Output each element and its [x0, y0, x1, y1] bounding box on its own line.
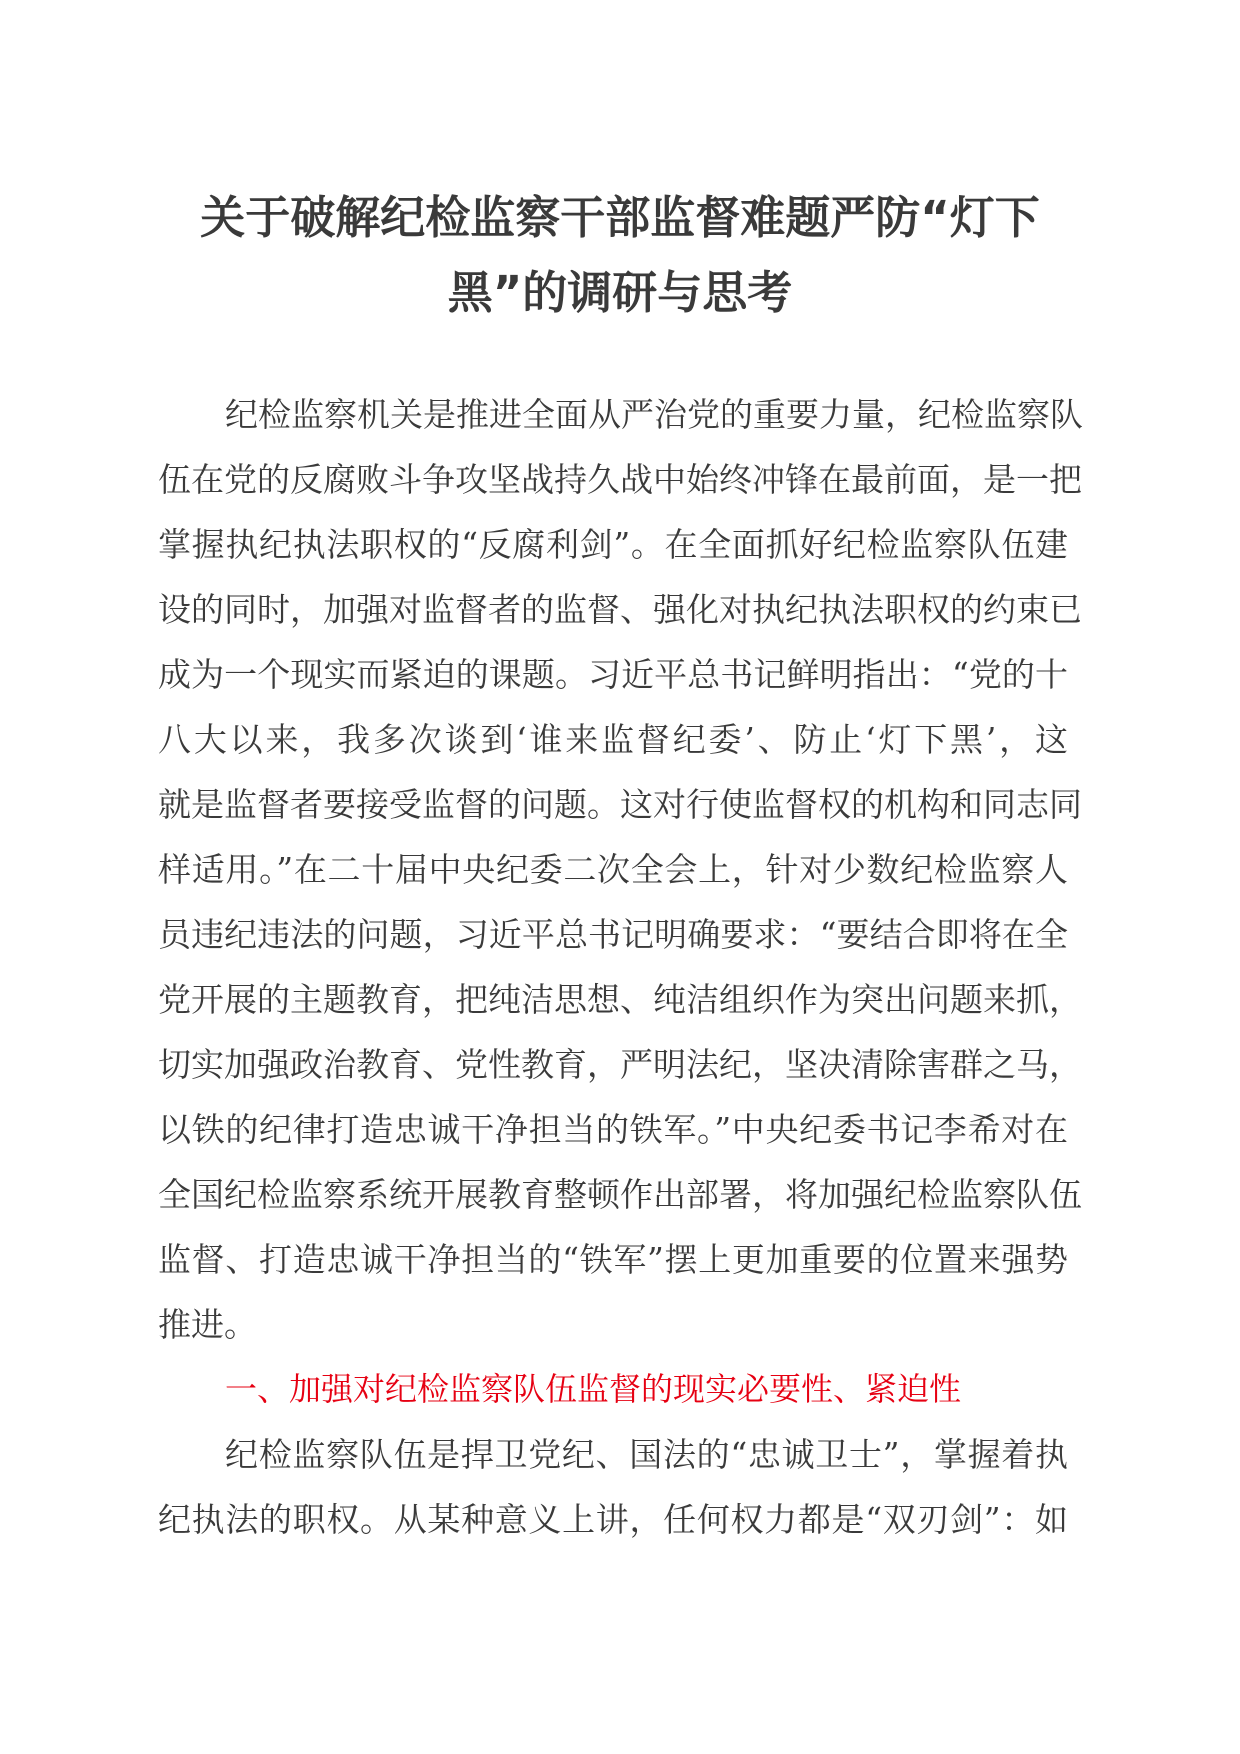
document-body — [158, 382, 1083, 1552]
paragraph-1-line: 监督、打造忠诚干净担当的“铁军”摆上更加重要的位置来强势 — [158, 1240, 1068, 1279]
paragraph-1-line: 八大以来，我多次谈到‘谁来监督纪委’、防止‘灯下黑’，这 — [158, 720, 1068, 759]
paragraph-1-line: 员违纪违法的问题，习近平总书记明确要求：“要结合即将在全 — [158, 915, 1068, 954]
section-1-heading: 一、加强对纪检监察队伍监督的现实必要性、紧迫性 — [225, 1370, 962, 1408]
paragraph-1-line: 设的同时，加强对监督者的监督、强化对执纪执法职权的约束已 — [158, 590, 1082, 629]
title-line-1: 关于破解纪检监察干部监督难题严防“灯下 — [200, 191, 1040, 244]
paragraph-1-line: 就是监督者要接受监督的问题。这对行使监督权的机构和同志同 — [158, 785, 1082, 824]
paragraph-2-line: 纪执法的职权。从某种意义上讲，任何权力都是“双刃剑”：如 — [158, 1500, 1068, 1539]
paragraph-1-line: 成为一个现实而紧迫的课题。习近平总书记鲜明指出：“党的十 — [158, 655, 1068, 694]
paragraph-1-line: 以铁的纪律打造忠诚干净担当的铁军。”中央纪委书记李希对在 — [158, 1110, 1068, 1149]
paragraph-1-line: 全国纪检监察系统开展教育整顿作出部署，将加强纪检监察队伍 — [158, 1175, 1082, 1214]
paragraph-1-line: 伍在党的反腐败斗争攻坚战持久战中始终冲锋在最前面，是一把 — [158, 460, 1082, 499]
paragraph-1-line: 纪检监察机关是推进全面从严治党的重要力量，纪检监察队 — [225, 395, 1083, 434]
paragraph-1-line: 推进。 — [158, 1305, 257, 1344]
paragraph-1-line: 掌握执纪执法职权的“反腐利剑”。在全面抓好纪检监察队伍建 — [158, 525, 1068, 564]
title-line-2: 黑”的调研与思考 — [447, 266, 793, 319]
paragraph-1-line: 党开展的主题教育，把纯洁思想、纯洁组织作为突出问题来抓， — [158, 980, 1082, 1019]
paragraph-1-line: 样适用。”在二十届中央纪委二次全会上，针对少数纪检监察人 — [158, 850, 1068, 889]
document-title — [150, 180, 1090, 330]
paragraph-1-line: 切实加强政治教育、党性教育，严明法纪，坚决清除害群之马， — [158, 1045, 1082, 1084]
paragraph-2-line: 纪检监察队伍是捍卫党纪、国法的“忠诚卫士”，掌握着执 — [225, 1435, 1068, 1474]
